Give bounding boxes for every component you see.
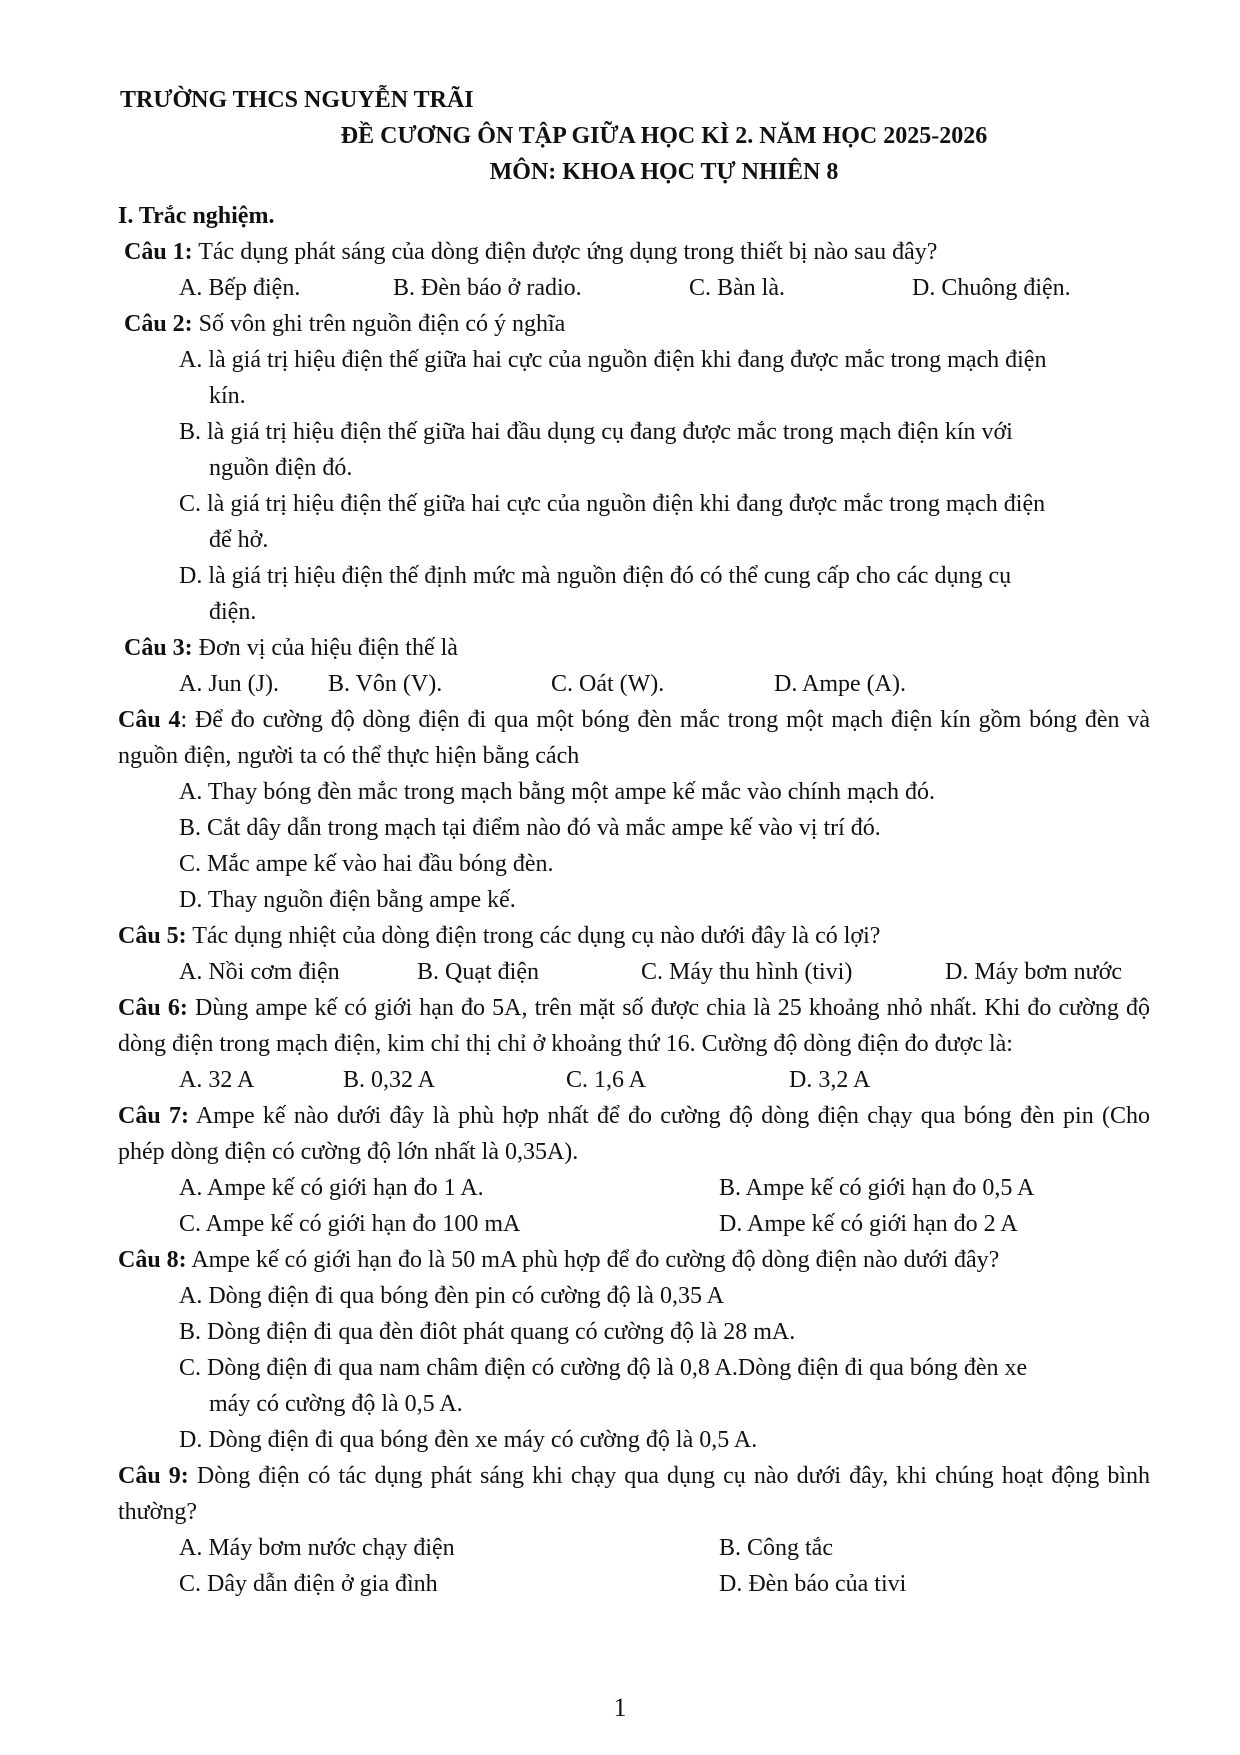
option-c: C. Dòng điện đi qua nam châm điện có cường độ là 0,8 A.Dòng điện đi qua bóng đèn xe máy có cường độ là 0,5 A. — [179, 1355, 1028, 1417]
question-9 — [118, 1458, 1150, 1530]
question-text: Ampe kế có giới hạn đo là 50 mA phù hợp để đo cường độ dòng điện nào dưới đây? — [186, 1247, 1000, 1273]
option-a: A. Thay bóng đèn mắc trong mạch bằng một ampe kế mắc vào chính mạch đó. — [179, 779, 935, 805]
option-b: B. Ampe kế có giới hạn đo 0,5 A — [719, 1175, 1035, 1201]
option-a: A. Dòng điện đi qua bóng đèn pin có cường độ là 0,35 A — [179, 1283, 724, 1309]
question-2 — [118, 306, 1150, 342]
option-d: D. Thay nguồn điện bằng ampe kế. — [179, 887, 516, 913]
question-1 — [118, 234, 1150, 270]
option-c: C. Oát (W). — [551, 671, 665, 697]
option-b: B. Đèn báo ở radio. — [393, 275, 582, 301]
option-d: D. Máy bơm nước — [945, 959, 1123, 985]
option-d: D. Chuông điện. — [912, 275, 1071, 301]
option-a: A. Máy bơm nước chạy điện — [179, 1535, 455, 1561]
document-page — [118, 82, 1150, 1602]
option-b: B. Cắt dây dẫn trong mạch tại điểm nào đó và mắc ampe kế vào vị trí đó. — [179, 815, 881, 841]
option-d: D. là giá trị hiệu điện thế định mức mà nguồn điện đó có thể cung cấp cho các dụng cụ điện. — [179, 563, 1012, 625]
question-text: Tác dụng nhiệt của dòng điện trong các dụng cụ nào dưới đây là có lợi? — [186, 923, 881, 949]
option-b: B. 0,32 A — [343, 1067, 436, 1093]
option-a: A. Ampe kế có giới hạn đo 1 A. — [179, 1175, 484, 1201]
question-number: Câu 3: — [124, 635, 193, 661]
question-number: Câu 4 — [118, 707, 181, 733]
question-text: Ampe kế nào dưới đây là phù hợp nhất để đo cường độ dòng điện chạy qua bóng đèn pin (Cho phép dòng điện có cường độ lớn nhất là 0,35A). — [118, 1103, 1150, 1165]
question-number: Câu 1: — [124, 239, 193, 265]
option-a: A. Jun (J). — [179, 671, 279, 697]
option-c: C. Mắc ampe kế vào hai đầu bóng đèn. — [179, 851, 554, 877]
question-8 — [118, 1242, 1150, 1278]
option-d: D. Đèn báo của tivi — [719, 1571, 907, 1597]
options-row — [118, 954, 1150, 990]
option-a: A. Nồi cơm điện — [179, 959, 340, 985]
question-5 — [118, 918, 1150, 954]
question-text: Đơn vị của hiệu điện thế là — [192, 635, 458, 661]
option-c: C. Máy thu hình (tivi) — [641, 959, 853, 985]
options-grid — [118, 1530, 1150, 1602]
option-a: A. 32 A — [179, 1067, 255, 1093]
option-a: A. là giá trị hiệu điện thế giữa hai cực của nguồn điện khi đang được mắc trong mạch điện kín. — [179, 347, 1047, 409]
question-3 — [118, 630, 1150, 666]
question-number: Câu 6: — [118, 995, 188, 1021]
option-b: B. Quạt điện — [417, 959, 539, 985]
options-row — [118, 270, 1150, 306]
question-text: Số vôn ghi trên nguồn điện có ý nghĩa — [192, 311, 566, 337]
question-number: Câu 8: — [118, 1247, 187, 1273]
option-c: C. Ampe kế có giới hạn đo 100 mA — [179, 1211, 521, 1237]
question-text: : Để đo cường độ dòng điện đi qua một bóng đèn mắc trong một mạch điện kín gồm bóng đèn và nguồn điện, người ta có thể thực hiện bằng cách — [118, 707, 1150, 769]
question-text: Tác dụng phát sáng của dòng điện được ứng dụng trong thiết bị nào sau đây? — [192, 239, 938, 265]
page-number: 1 — [613, 1693, 627, 1722]
question-text: Dòng điện có tác dụng phát sáng khi chạy qua dụng cụ nào dưới đây, khi chúng hoạt động bình thường? — [118, 1463, 1151, 1525]
question-number: Câu 9: — [118, 1463, 189, 1489]
option-b: B. Dòng điện đi qua đèn điôt phát quang có cường độ là 28 mA. — [179, 1319, 796, 1345]
option-b: B. Công tắc — [719, 1535, 833, 1561]
question-6 — [118, 990, 1150, 1062]
option-d: D. Dòng điện đi qua bóng đèn xe máy có cường độ là 0,5 A. — [179, 1427, 758, 1453]
option-d: D. 3,2 A — [789, 1067, 871, 1093]
option-c: C. Bàn là. — [689, 275, 785, 301]
question-4 — [118, 702, 1150, 774]
option-d: D. Ampe (A). — [774, 671, 906, 697]
option-d: D. Ampe kế có giới hạn đo 2 A — [719, 1211, 1018, 1237]
option-a: A. Bếp điện. — [179, 275, 301, 301]
document-title: ĐỀ CƯƠNG ÔN TẬP GIỮA HỌC KÌ 2. NĂM HỌC 2025-2026 — [340, 123, 988, 149]
option-b: B. là giá trị hiệu điện thế giữa hai đầu dụng cụ đang được mắc trong mạch điện kín với nguồn điện đó. — [179, 419, 1013, 481]
subject-title: MÔN: KHOA HỌC TỰ NHIÊN 8 — [489, 159, 839, 185]
options-grid — [118, 1170, 1150, 1242]
option-c: C. Dây dẫn điện ở gia đình — [179, 1571, 438, 1597]
school-name: TRƯỜNG THCS NGUYỄN TRÃI — [120, 87, 474, 113]
option-c: C. 1,6 A — [566, 1067, 647, 1093]
question-number: Câu 7: — [118, 1103, 189, 1129]
option-c: C. là giá trị hiệu điện thế giữa hai cực của nguồn điện khi đang được mắc trong mạch điện để hở. — [179, 491, 1046, 553]
options-row — [118, 1062, 1150, 1098]
question-7 — [118, 1098, 1150, 1170]
question-text: Dùng ampe kế có giới hạn đo 5A, trên mặt số được chia là 25 khoảng nhỏ nhất. Khi đo cường độ dòng điện trong mạch điện, kim chỉ thị chỉ ở khoảng thứ 16. Cường độ dòng điện đo được là: — [118, 995, 1151, 1057]
section-title: I. Trắc nghiệm. — [118, 203, 275, 229]
options-row — [118, 666, 1150, 702]
question-number: Câu 2: — [124, 311, 193, 337]
question-number: Câu 5: — [118, 923, 187, 949]
option-b: B. Vôn (V). — [328, 671, 443, 697]
